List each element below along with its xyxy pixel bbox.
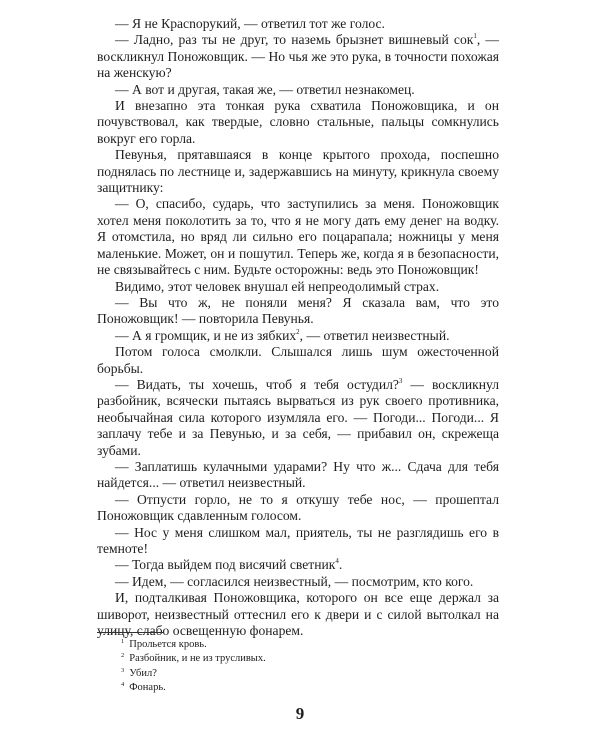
footnote-text: Разбойник, и не из трусливых. <box>129 653 266 665</box>
body-text <box>97 16 499 639</box>
paragraph <box>97 557 499 573</box>
paragraph-text: — Я не Красnорукий, — ответил тот же голос. <box>115 16 385 31</box>
paragraph-text: . <box>338 557 343 573</box>
paragraph-text: — Тогда выйдем под висячий светник <box>115 557 336 573</box>
paragraph-text: , — воскликнул Поножовщик. — Но чья же это рука, в точности похожая на женскую? <box>97 32 500 81</box>
paragraph <box>97 279 499 295</box>
paragraph-text: — А вот и другая, такая же, — ответил незнакомец. <box>115 81 415 97</box>
footnote-number: 2 <box>121 652 125 660</box>
paragraph-text: — Нос у меня слишком мал, приятель, ты не разглядишь его в темноте! <box>97 524 499 556</box>
footnote-text: Убил? <box>129 667 157 679</box>
footnote-text: Прольется кровь. <box>129 639 207 650</box>
paragraph-text: Певунья, прятавшаяся в конце крытого прохода, поспешно поднялась по лестнице и, задержавшись на минуту, крикнула своему защитнику: <box>97 147 499 196</box>
paragraph <box>97 377 499 459</box>
footnote <box>121 652 266 666</box>
paragraph <box>97 525 499 558</box>
paragraph <box>97 98 499 147</box>
footnote-ref: 2 <box>296 327 300 336</box>
paragraph-text: — Отпусти горло, не то я откушу тебе нос, — прошептал Поножовщик сдавленным голосом. <box>97 491 499 524</box>
paragraph-text: Потом голоса смолкли. Слышался лишь шум ожесточенной борьбы. <box>97 344 499 376</box>
footnote-ref: 4 <box>335 557 339 566</box>
paragraph-text: — Вы что ж, не поняли меня? Я сказала вам, что это Поножовщик! — повторила Певунья. <box>97 294 499 327</box>
footnote-text: Фонарь. <box>129 681 166 693</box>
paragraph-text: И, подталкивая Поножовщика, которого он все еще держал за шиворот, неизвестный оттеснил его к двери и с силой вытолкал на улицу, слабо освещенную фонарем. <box>97 590 499 639</box>
footnote-number: 3 <box>121 666 125 674</box>
paragraph-text: — О, спасибо, сударь, что заступились за меня. Поножовщик хотел меня поколотить за то, что я не могу дать ему денег на водку. Я отомстила, но вряд ли сильно его поцарапала; ножницы у меня маленькие. Может, он и пошутил. Теперь же, когда я в безопасности, не связывайтесь с ним. Будьте осторожны: ведь это Поножовщик! <box>97 196 499 278</box>
paragraph <box>97 16 499 32</box>
paragraph-text: И внезапно эта тонкая рука схватила Поножовщика, и он почувствовал, как твердые, словно стальные, пальцы сомкнулись вокруг его горла. <box>97 98 499 146</box>
footnote <box>121 667 266 681</box>
paragraph <box>97 459 499 492</box>
page-number: 9 <box>295 704 305 723</box>
paragraph <box>97 328 499 344</box>
paragraph-text: — Идем, — согласился неизвестный, — посмотрим, кто кого. <box>115 573 474 589</box>
paragraph-text: — воскликнул разбойник, всячески пытаясь вырваться из рук своего противника, необычайная сила которого изумляла его. — Погоди... Погоди... Я заплачу тебе и за Певунью, и за себя, — прибавил он, скрежеща зубами. <box>97 376 499 458</box>
footnotes <box>121 638 266 695</box>
footnote-ref: 1 <box>473 32 477 41</box>
paragraph-text: — Ладно, раз ты не друг, то наземь брызнет вишневый сок <box>115 32 474 48</box>
footnote-number: 4 <box>121 680 125 688</box>
paragraph <box>97 492 499 525</box>
paragraph <box>97 574 499 590</box>
paragraph-text: , — ответил неизвестный. <box>299 327 450 343</box>
paragraph <box>97 32 499 81</box>
paragraph <box>97 147 499 196</box>
footnote-number: 1 <box>121 638 125 645</box>
paragraph <box>97 344 499 377</box>
footnote-divider <box>97 632 164 633</box>
paragraph <box>97 82 499 98</box>
paragraph-text: — А я громщик, и не из зябких <box>115 327 297 343</box>
paragraph <box>97 196 499 278</box>
footnote <box>121 638 266 652</box>
paragraph <box>97 295 499 328</box>
paragraph-text: — Заплатишь кулачными ударами? Ну что ж... Сдача для тебя найдется... — ответил неизвестный. <box>97 458 499 491</box>
footnote <box>121 681 266 695</box>
paragraph-text: Видимо, этот человек внушал ей непреодолимый страх. <box>115 278 440 294</box>
paragraph-text: — Видать, ты хочешь, чтоб я тебя остудил? <box>115 376 399 392</box>
footnote-ref: 3 <box>398 376 403 385</box>
